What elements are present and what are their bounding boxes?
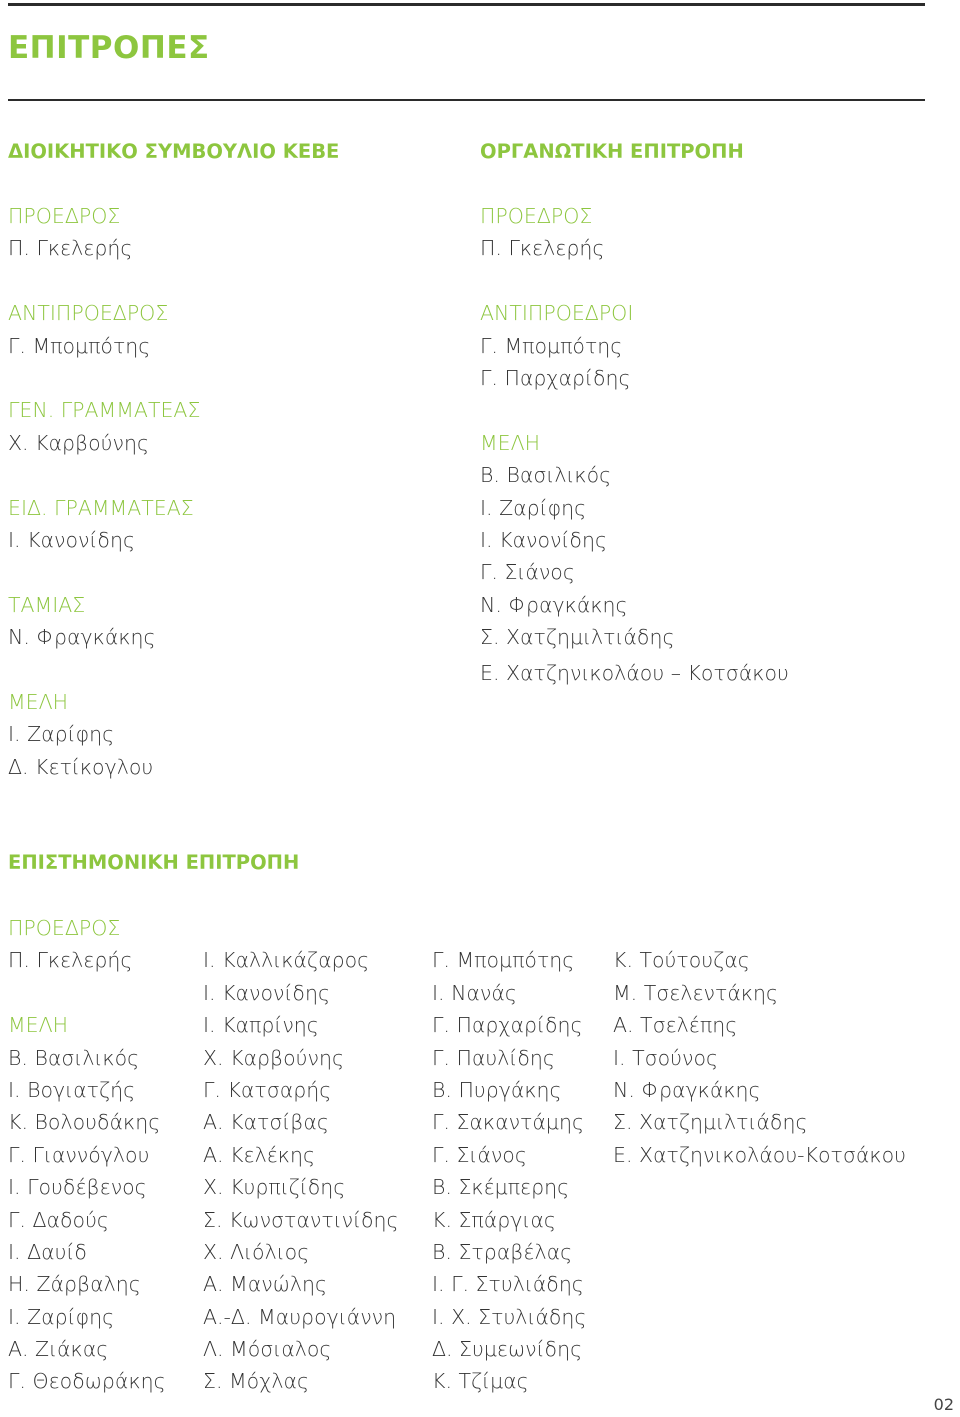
organizing-member: Σ. Χατζημιλτιάδης — [480, 625, 675, 650]
organizing-vice: Γ. Μπομπότης — [480, 333, 623, 358]
scientific-member: Κ. Σπάργιας — [432, 1207, 556, 1232]
scientific-member: Γ. Γιαννόγλου — [8, 1142, 150, 1167]
scientific-col-1 — [8, 912, 166, 1398]
scientific-member: Σ. Μόχλας — [203, 1369, 310, 1394]
scientific-member: Β. Βασιλικός — [8, 1045, 140, 1070]
board-vice: Γ. Μπομπότης — [8, 333, 151, 358]
board-vice-label: ΑΝΤΙΠΡΟΕΔΡΟΣ — [8, 301, 169, 326]
scientific-member: Γ. Παρχαρίδης — [432, 1013, 583, 1038]
scientific-member: Γ. Μπομπότης — [432, 948, 575, 973]
board-spec-sec: Ι. Κανονίδης — [8, 527, 135, 552]
scientific-member: Κ. Τζίμας — [432, 1369, 529, 1394]
scientific-member: Γ. Δαδούς — [8, 1207, 109, 1232]
scientific-president: Π. Γκελερής — [8, 948, 133, 973]
organizing-heading: ΟΡΓΑΝΩΤΙΚΗ ΕΠΙΤΡΟΠΗ — [480, 140, 744, 163]
board-list — [8, 200, 200, 783]
scientific-member: Ι. Χ. Στυλιάδης — [432, 1304, 587, 1329]
scientific-member: Γ. Κατσαρής — [203, 1077, 332, 1102]
organizing-member: Ε. Χατζηνικολάου – Κοτσάκου — [480, 661, 789, 686]
scientific-member: Λ. Μόσιαλος — [203, 1337, 332, 1362]
organizing-member: Β. Βασιλικός — [480, 463, 612, 488]
board-gen-sec: Χ. Καρβούνης — [8, 430, 150, 455]
scientific-member: Α. Κατσίβας — [203, 1110, 329, 1135]
scientific-col-3 — [432, 944, 586, 1397]
board-treasurer-label: ΤΑΜΙΑΣ — [8, 592, 86, 617]
scientific-col-2 — [203, 944, 399, 1397]
organizing-member: Ι. Ζαρίφης — [480, 495, 587, 520]
scientific-member: Α. Ζιάκας — [8, 1337, 109, 1362]
organizing-president-label: ΠΡΟΕΔΡΟΣ — [480, 204, 593, 228]
scientific-member: Ι. Νανάς — [432, 980, 517, 1005]
scientific-member: Μ. Τσελεντάκης — [613, 980, 779, 1005]
scientific-member: Δ. Συμεωνίδης — [432, 1337, 583, 1362]
scientific-member: Α. Μανώλης — [203, 1272, 328, 1297]
scientific-heading: ΕΠΙΣΤΗΜΟΝΙΚΗ ΕΠΙΤΡΟΠΗ — [8, 851, 300, 874]
scientific-member: Β. Πυργάκης — [432, 1077, 562, 1102]
scientific-member: Γ. Σακαντάμης — [432, 1110, 584, 1135]
board-member: Ι. Ζαρίφης — [8, 722, 115, 747]
scientific-member: Α. Κελέκης — [203, 1142, 315, 1167]
scientific-member: Η. Ζάρβαλης — [8, 1272, 141, 1297]
scientific-member: Ι. Γ. Στυλιάδης — [432, 1272, 584, 1297]
board-gen-sec-label: ΓΕΝ. ΓΡΑΜΜΑΤΕΑΣ — [8, 398, 201, 423]
top-rule — [8, 3, 925, 6]
scientific-member: Γ. Θεοδωράκης — [8, 1369, 166, 1394]
organizing-members-label: ΜΕΛΗ — [480, 430, 541, 455]
scientific-member: Ι. Καλλικάζαρος — [203, 948, 370, 973]
scientific-member: Χ. Λιόλιος — [203, 1239, 310, 1264]
scientific-member: Β. Στραβέλας — [432, 1239, 573, 1264]
scientific-member: Ι. Δαυίδ — [8, 1239, 87, 1264]
board-members-label: ΜΕΛΗ — [8, 689, 69, 714]
scientific-member: Α. Τσελέπης — [613, 1013, 738, 1038]
scientific-member: Γ. Σιάνος — [432, 1142, 527, 1167]
scientific-member: Χ. Καρβούνης — [203, 1045, 345, 1070]
scientific-member: Ν. Φραγκάκης — [613, 1077, 761, 1102]
scientific-member: Ι. Βογιατζής — [8, 1077, 136, 1102]
organizing-vice-label: ΑΝΤΙΠΡΟΕΔΡΟΙ — [480, 301, 634, 326]
scientific-member: Σ. Χατζημιλτιάδης — [613, 1110, 808, 1135]
scientific-member: Γ. Παυλίδης — [432, 1045, 555, 1070]
board-president: Π. Γκελερής — [8, 236, 133, 261]
board-heading: ΔΙΟΙΚΗΤΙΚΟ ΣΥΜΒΟΥΛΙΟ ΚΕΒΕ — [8, 140, 340, 163]
organizing-member: Ν. Φραγκάκης — [480, 592, 628, 617]
organizing-vice: Γ. Παρχαρίδης — [480, 365, 631, 390]
page-number: 02 — [933, 1395, 954, 1414]
organizing-list — [480, 200, 789, 690]
board-member: Δ. Κετίκογλου — [8, 754, 154, 779]
scientific-member: Ι. Ζαρίφης — [8, 1304, 115, 1329]
board-spec-sec-label: ΕΙΔ. ΓΡΑΜΜΑΤΕΑΣ — [8, 495, 194, 520]
page-title: ΕΠΙΤΡΟΠΕΣ — [8, 30, 210, 66]
organizing-member: Γ. Σιάνος — [480, 560, 575, 585]
scientific-member: Κ. Τούτουζας — [613, 948, 750, 973]
organizing-member: Ι. Κανονίδης — [480, 527, 607, 552]
scientific-member: Ε. Χατζηνικολάου-Κοτσάκου — [613, 1142, 906, 1167]
scientific-president-label: ΠΡΟΕΔΡΟΣ — [8, 916, 121, 940]
scientific-member: Σ. Κωνσταντινίδης — [203, 1207, 399, 1232]
scientific-col-4 — [613, 944, 906, 1171]
scientific-member: Κ. Βολουδάκης — [8, 1110, 161, 1135]
scientific-member: Ι. Γουδέβενος — [8, 1175, 147, 1200]
board-treasurer: Ν. Φραγκάκης — [8, 625, 156, 650]
scientific-member: Ι. Καπρίνης — [203, 1013, 319, 1038]
scientific-member: Β. Σκέμπερης — [432, 1175, 570, 1200]
scientific-member: Χ. Κυρπιζίδης — [203, 1175, 346, 1200]
board-president-label: ΠΡΟΕΔΡΟΣ — [8, 204, 121, 228]
organizing-president: Π. Γκελερής — [480, 236, 605, 261]
title-rule — [8, 99, 925, 101]
scientific-member: Α.-Δ. Μαυρογιάννη — [203, 1304, 397, 1329]
scientific-members-label: ΜΕΛΗ — [8, 1013, 69, 1038]
scientific-member: Ι. Τσούνος — [613, 1045, 719, 1070]
scientific-member: Ι. Κανονίδης — [203, 980, 330, 1005]
